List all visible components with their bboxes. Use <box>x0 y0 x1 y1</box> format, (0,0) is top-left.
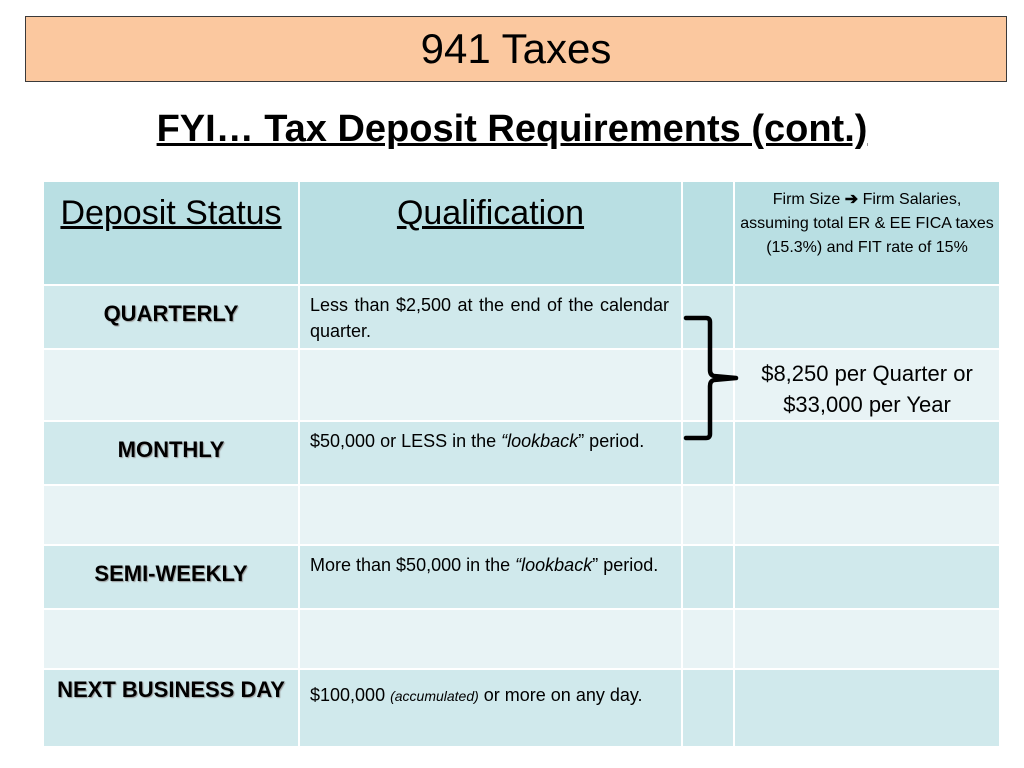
table-row <box>43 485 1000 545</box>
status-next-business-day: NEXT BUSINESS DAY <box>43 669 299 747</box>
qualification-quarterly: Less than $2,500 at the end of the calendar quarter. <box>299 285 682 349</box>
table-row <box>43 421 1000 485</box>
table-row <box>43 669 1000 747</box>
status-quarterly: QUARTERLY <box>43 285 299 349</box>
status-semi-weekly: SEMI-WEEKLY <box>43 545 299 609</box>
header-firm-size: Firm Size ➔ Firm Salaries, assuming total ER & EE FICA taxes (15.3%) and FIT rate of 15% <box>734 181 1000 285</box>
header-deposit-status: Deposit Status <box>43 181 299 285</box>
qualification-semi-weekly: More than $50,000 in the “lookback” period. <box>299 545 682 609</box>
qualification-next-business-day: $100,000 (accumulated) or more on any day. <box>299 669 682 747</box>
table-header-row <box>43 181 1000 285</box>
curly-bracket-icon <box>680 312 740 444</box>
slide-subtitle: FYI… Tax Deposit Requirements (cont.) <box>156 108 868 150</box>
salary-equivalent-note: $8,250 per Quarter or $33,000 per Year <box>734 349 1000 421</box>
arrow-right-icon: ➔ <box>844 191 859 208</box>
table-row <box>43 545 1000 609</box>
deposit-requirements-table <box>42 180 1001 748</box>
table-row <box>43 609 1000 669</box>
status-monthly: MONTHLY <box>43 421 299 485</box>
slide-title: 941 Taxes <box>25 16 1007 82</box>
qualification-monthly: $50,000 or LESS in the “lookback” period. <box>299 421 682 485</box>
header-qualification: Qualification <box>299 181 682 285</box>
table-row <box>43 349 1000 421</box>
table-row <box>43 285 1000 349</box>
header-bracket-column <box>682 181 734 285</box>
